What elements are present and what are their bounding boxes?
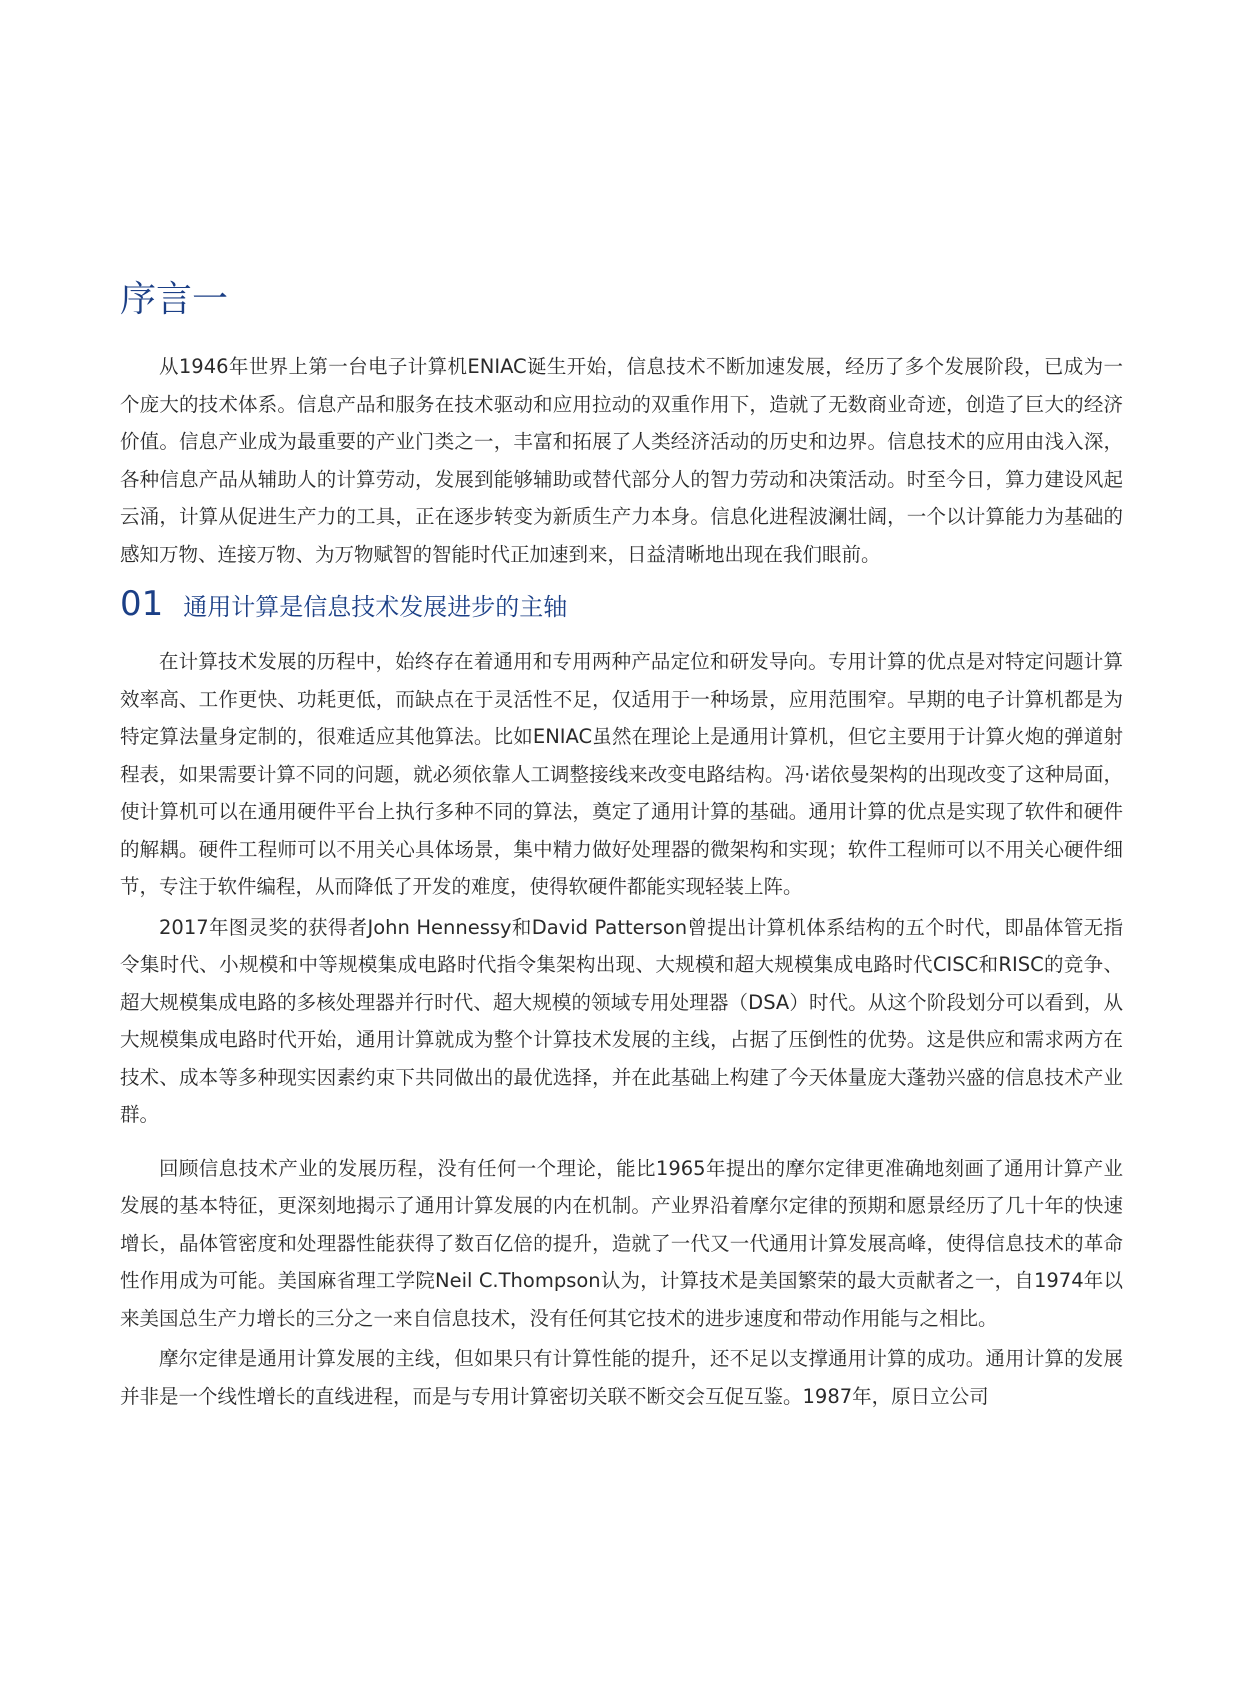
page-title: 序言一: [120, 279, 229, 320]
body-paragraph: 回顾信息技术产业的发展历程，没有任何一个理论，能比1965年提出的摩尔定律更准确地刻画了通用计算产业发展的基本特征，更深刻地揭示了通用计算发展的内在机制。产业界沿着摩尔定律的预期和愿景经历了几十年的快速增长，晶体管密度和处理器性能获得了数百亿倍的提升，造就了一代又一代通用计算发展高峰，使得信息技术的革命性作用成为可能。美国麻省理工学院Neil C.Thompson认为，计算技术是美国繁荣的最大贡献者之一，自1974年以来美国总生产力增长的三分之一来自信息技术，没有任何其它技术的进步速度和带动作用能与之相比。: [120, 1156, 1123, 1330]
body-paragraph: 摩尔定律是通用计算发展的主线，但如果只有计算性能的提升，还不足以支撑通用计算的成功。通用计算的发展并非是一个线性增长的直线进程，而是与专用计算密切关联不断交会互促互鉴。1987年，原日立公司: [120, 1347, 1123, 1408]
document-body: [120, 268, 1123, 1415]
body-paragraph: 2017年图灵奖的获得者John Hennessy和David Patterson曾提出计算机体系结构的五个时代，即晶体管无指令集时代、小规模和中等规模集成电路时代指令集架构出现、大规模和超大规模集成电路时代CISC和RISC的竞争、超大规模集成电路的多核处理器并行时代、超大规模的领域专用处理器（DSA）时代。从这个阶段划分可以看到，从大规模集成电路时代开始，通用计算就成为整个计算技术发展的主线，占据了压倒性的优势。这是供应和需求两方在技术、成本等多种现实因素约束下共同做出的最优选择，并在此基础上构建了今天体量庞大蓬勃兴盛的信息技术产业群。: [120, 915, 1123, 1126]
body-paragraph: 在计算技术发展的历程中，始终存在着通用和专用两种产品定位和研发导向。专用计算的优点是对特定问题计算效率高、工作更快、功耗更低，而缺点在于灵活性不足，仅适用于一种场景，应用范围窄。早期的电子计算机都是为特定算法量身定制的，很难适应其他算法。比如ENIAC虽然在理论上是通用计算机，但它主要用于计算火炮的弹道射程表，如果需要计算不同的问题，就必须依靠人工调整接线来改变电路结构。冯·诺依曼架构的出现改变了这种局面，使计算机可以在通用硬件平台上执行多种不同的算法，奠定了通用计算的基础。通用计算的优点是实现了软件和硬件的解耦。硬件工程师可以不用关心具体场景，集中精力做好处理器的微架构和实现；软件工程师可以不用关心硬件细节，专注于软件编程，从而降低了开发的难度，使得软硬件都能实现轻装上阵。: [120, 650, 1123, 898]
section-heading: [120, 579, 1123, 629]
intro-paragraph: 从1946年世界上第一台电子计算机ENIAC诞生开始，信息技术不断加速发展，经历了多个发展阶段，已成为一个庞大的技术体系。信息产品和服务在技术驱动和应用拉动的双重作用下，造就了无数商业奇迹，创造了巨大的经济价值。信息产业成为最重要的产业门类之一，丰富和拓展了人类经济活动的历史和边界。信息技术的应用由浅入深，各种信息产品从辅助人的计算劳动，发展到能够辅助或替代部分人的智力劳动和决策活动。时至今日，算力建设风起云涌，计算从促进生产力的工具，正在逐步转变为新质生产力本身。信息化进程波澜壮阔，一个以计算能力为基础的感知万物、连接万物、为万物赋智的智能时代正加速到来，日益清晰地出现在我们眼前。: [120, 355, 1123, 566]
section-title: 通用计算是信息技术发展进步的主轴: [183, 593, 568, 621]
section-number: 01: [120, 584, 164, 624]
